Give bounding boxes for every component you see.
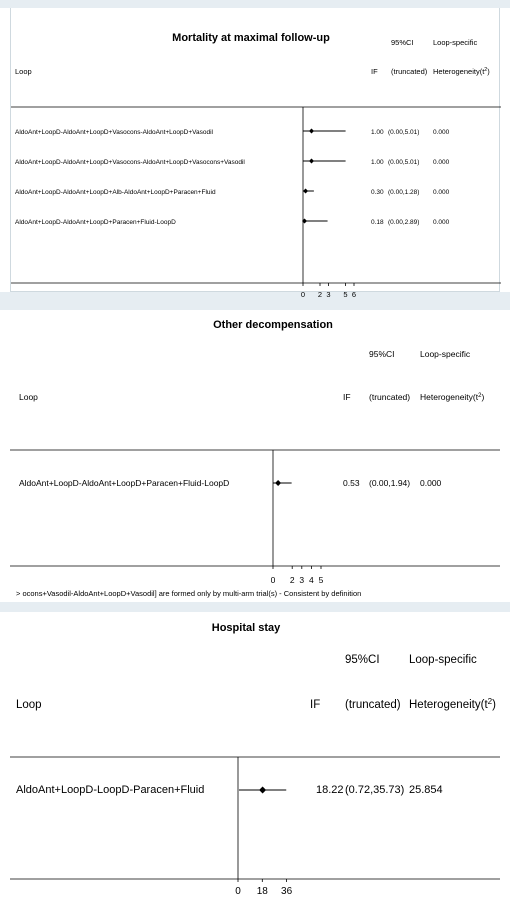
row-ci-value: (0.00,5.01) <box>388 159 420 166</box>
panel-gap <box>0 0 510 8</box>
forest-panel-mortality <box>10 8 500 299</box>
rows-group <box>16 784 443 796</box>
header-ci-bottom: (truncated) <box>369 392 411 402</box>
x-ticks-group <box>235 879 292 897</box>
row-loop-label: AldoAnt+LoopD-AldoAnt+LoopD+Vasocons-AldoAnt+LoopD+Vasocons+Vasodil <box>15 159 245 166</box>
x-tick-label: 6 <box>351 290 357 299</box>
footnote: > ocons+Vasodil-AldoAnt+LoopD+Vasodil] are formed only by multi-arm trial(s) - Consistent by definition <box>16 589 362 598</box>
x-tick-label: 0 <box>235 886 241 897</box>
header-het-top: Loop-specific <box>409 654 477 666</box>
row-tau-value: 0.000 <box>433 189 450 196</box>
point-estimate-marker <box>259 787 266 794</box>
row-loop-label: AldoAnt+LoopD-AldoAnt+LoopD+Paracen+Fluid-LoopD <box>19 478 230 488</box>
point-estimate-marker <box>309 129 314 134</box>
row-if-value: 0.18 <box>371 219 384 226</box>
row-if-value: 0.53 <box>343 478 360 488</box>
row-if-value: 1.00 <box>371 159 384 166</box>
row-tau-value: 0.000 <box>433 219 450 226</box>
x-tick-label: 5 <box>318 575 324 585</box>
header-if: IF <box>310 699 321 711</box>
x-tick-label: 36 <box>281 886 293 897</box>
header-het-top: Loop-specific <box>433 38 478 47</box>
row-ci-value: (0.00,2.89) <box>388 219 420 226</box>
row-tau-value: 0.000 <box>420 478 442 488</box>
x-tick-label: 3 <box>299 575 305 585</box>
rows-group <box>19 478 442 488</box>
panel-gap <box>0 292 510 310</box>
row-tau-value: 0.000 <box>433 159 450 166</box>
x-tick-label: 0 <box>270 575 276 585</box>
chart-title: Hospital stay <box>211 622 281 634</box>
row-tau-value: 0.000 <box>433 129 450 136</box>
forest-plot-svg <box>11 8 501 299</box>
x-tick-label: 3 <box>326 290 331 299</box>
row-loop-label: AldoAnt+LoopD-AldoAnt+LoopD+Alb-AldoAnt+LoopD+Paracen+Fluid <box>15 189 216 196</box>
point-estimate-marker <box>275 480 281 486</box>
forest-panel-other-decompensation <box>10 310 500 602</box>
header-het-bottom: $Heterogeneity(t^2)$ <box>420 392 485 402</box>
header-if: IF <box>343 392 351 402</box>
row-if-value: 18.22 <box>316 784 344 796</box>
header-ci-bottom: (truncated) <box>345 699 401 711</box>
rows-group <box>15 129 450 227</box>
x-tick-label: 4 <box>309 575 314 585</box>
row-tau-value: 25.854 <box>409 784 443 796</box>
x-ticks-group <box>271 566 324 585</box>
header-het-bottom: $Heterogeneity(t^2)$ <box>409 696 496 711</box>
row-ci-value: (0.00,1.94) <box>369 478 411 488</box>
header-loop: Loop <box>16 699 42 711</box>
header-het-bottom: $Heterogeneity(t^2)$ <box>433 67 490 76</box>
forest-plot-svg <box>10 612 500 900</box>
header-ci-top: 95%CI <box>345 654 380 666</box>
chart-title: Other decompensation <box>213 319 333 331</box>
row-loop-label: AldoAnt+LoopD-AldoAnt+LoopD+Paracen+Fluid-LoopD <box>15 219 176 226</box>
row-if-value: 1.00 <box>371 129 384 136</box>
header-loop: Loop <box>19 392 38 402</box>
row-ci-value: (0.00,5.01) <box>388 129 420 136</box>
forest-panel-hospital-stay <box>10 612 500 900</box>
row-ci-value: (0.00,1.28) <box>388 189 420 196</box>
header-if: IF <box>371 67 378 76</box>
panel-gap <box>0 602 510 612</box>
point-estimate-marker <box>309 159 314 164</box>
chart-title: Mortality at maximal follow-up <box>172 32 330 44</box>
x-tick-label: 0 <box>300 290 306 299</box>
header-ci-bottom: (truncated) <box>391 67 428 76</box>
header-het-top: Loop-specific <box>420 349 471 359</box>
row-loop-label: AldoAnt+LoopD-LoopD-Paracen+Fluid <box>16 784 205 796</box>
x-tick-label: 2 <box>317 290 323 299</box>
header-ci-top: 95%CI <box>391 38 414 47</box>
x-tick-label: 18 <box>256 886 268 897</box>
x-tick-label: 2 <box>289 575 295 585</box>
forest-plot-svg <box>10 310 500 602</box>
row-loop-label: AldoAnt+LoopD-AldoAnt+LoopD+Vasocons-AldoAnt+LoopD+Vasodil <box>15 129 213 136</box>
point-estimate-marker <box>303 189 308 194</box>
x-tick-label: 5 <box>343 290 348 299</box>
row-ci-value: (0.72,35.73) <box>345 784 405 796</box>
header-loop: Loop <box>15 67 32 76</box>
header-ci-top: 95%CI <box>369 349 395 359</box>
row-if-value: 0.30 <box>371 189 384 196</box>
